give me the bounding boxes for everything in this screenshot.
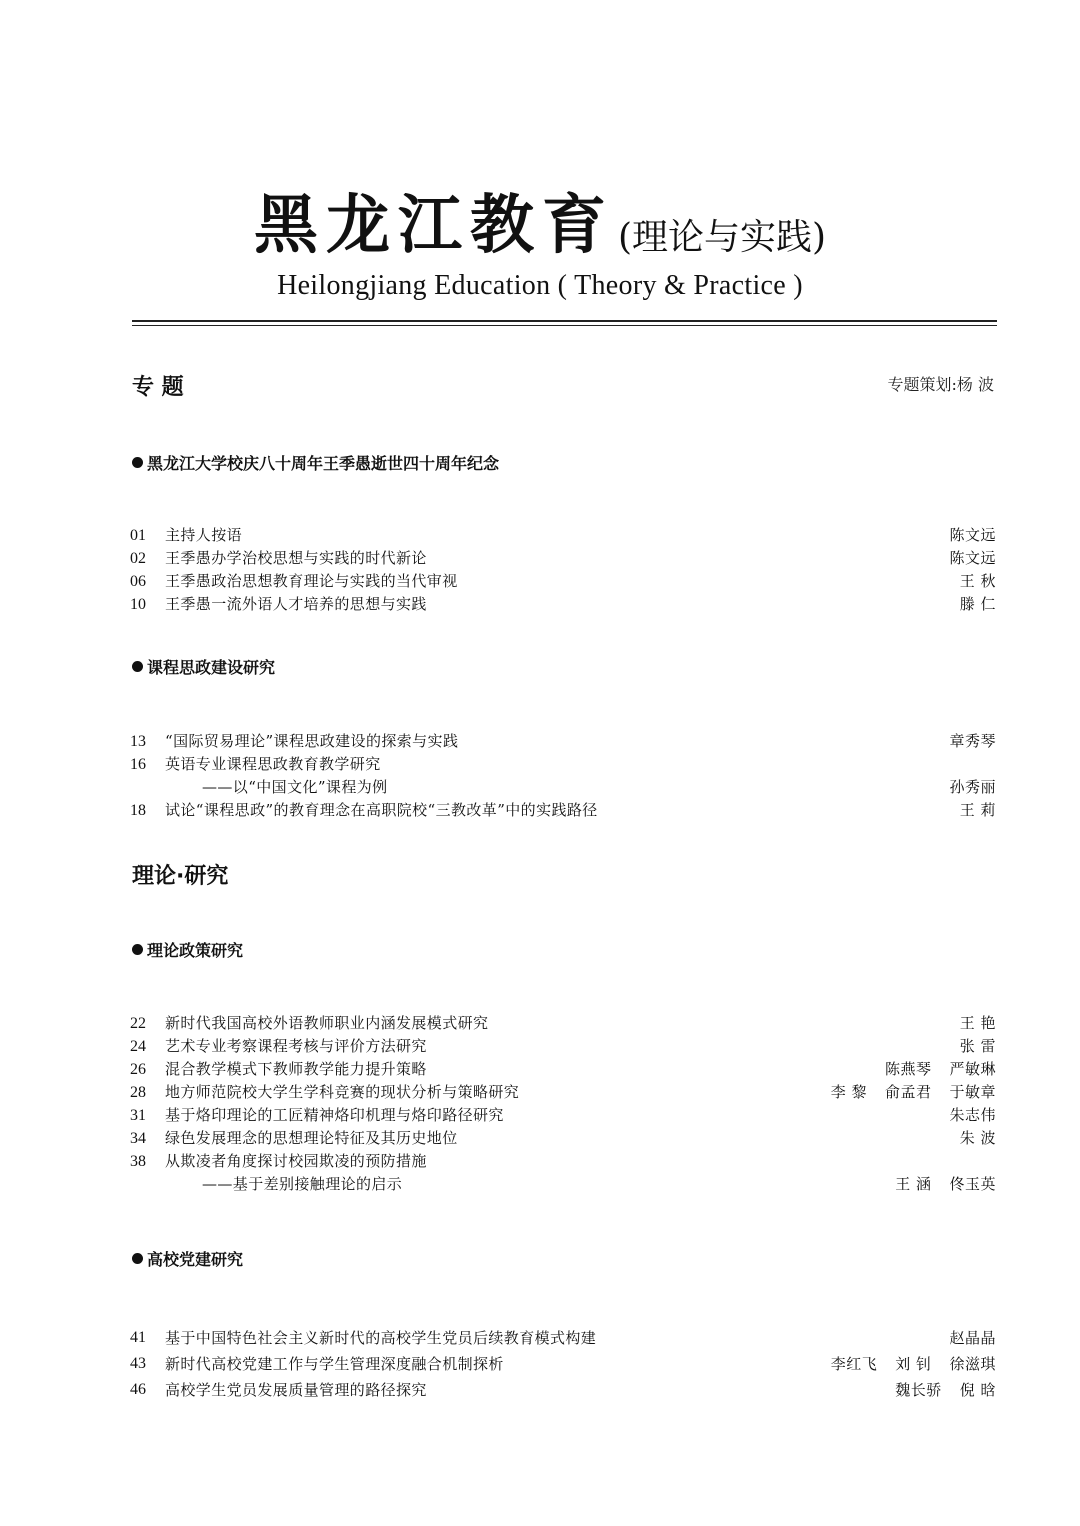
toc-page-number: 01	[130, 527, 146, 544]
toc-entry[interactable]	[130, 1173, 996, 1196]
toc-page-number: 13	[130, 733, 146, 750]
toc-page-number: 46	[130, 1381, 146, 1398]
author-name: 陈文远	[949, 526, 996, 544]
group-heading-label: 黑龙江大学校庆八十周年王季愚逝世四十周年纪念	[147, 454, 500, 473]
toc-entry-title: 试论“课程思政”的教育理念在高职院校“三教改革”中的实践路径	[165, 801, 598, 819]
toc-entry-authors	[813, 1351, 996, 1377]
toc-page-number: 34	[130, 1130, 146, 1147]
author-name: 刘 钊	[895, 1355, 932, 1373]
toc-entry-title: 英语专业课程思政教育教学研究	[165, 755, 381, 773]
toc-entry-title: “国际贸易理论”课程思政建设的探索与实践	[165, 732, 459, 750]
bullet-icon	[132, 1253, 143, 1264]
masthead-rule-thick	[132, 320, 997, 322]
toc-page-number: 41	[130, 1329, 146, 1346]
toc-page-number: 06	[130, 573, 146, 590]
toc-entry[interactable]	[130, 1012, 996, 1035]
toc-page-number: 26	[130, 1061, 146, 1078]
toc-entry[interactable]	[130, 593, 996, 616]
toc-page-number: 24	[130, 1038, 146, 1055]
toc-entry[interactable]	[130, 753, 996, 776]
masthead-chinese	[254, 186, 826, 266]
toc-page-number: 18	[130, 802, 146, 819]
author-name: 魏长骄	[895, 1381, 942, 1399]
toc-entry-title: 王季愚一流外语人才培养的思想与实践	[165, 595, 427, 613]
author-name: 陈文远	[949, 549, 996, 567]
masthead	[0, 186, 1080, 302]
toc-entry-authors	[942, 799, 996, 822]
bullet-icon	[132, 457, 143, 468]
toc-page-number: 22	[130, 1015, 146, 1032]
toc-entry-title: 王季愚政治思想教育理论与实践的当代审视	[165, 572, 458, 590]
author-name: 朱 波	[959, 1129, 996, 1147]
author-name: 陈燕琴	[884, 1060, 932, 1078]
author-name: 倪 晗	[959, 1381, 996, 1399]
toc-entry[interactable]	[130, 1081, 996, 1104]
toc-entry-title: 地方师范院校大学生学科竞赛的现状分析与策略研究	[165, 1083, 520, 1101]
toc-entry-title: 基于中国特色社会主义新时代的高校学生党员后续教育模式构建	[165, 1329, 597, 1347]
toc-entry[interactable]	[130, 1127, 996, 1150]
toc-entry[interactable]	[130, 1058, 996, 1081]
toc-entry[interactable]	[130, 1351, 996, 1377]
toc-page-number: 28	[130, 1084, 146, 1101]
toc-entry-title: 新时代高校党建工作与学生管理深度融合机制探析	[165, 1355, 504, 1373]
author-name: 张 雷	[959, 1037, 996, 1055]
group-heading	[132, 1247, 243, 1270]
toc-entry-authors	[931, 547, 996, 570]
author-name: 严敏琳	[949, 1060, 996, 1078]
author-name: 俞孟君	[884, 1083, 932, 1101]
toc-entry[interactable]	[130, 547, 996, 570]
bullet-icon	[132, 944, 143, 955]
toc-entry-authors	[942, 1035, 996, 1058]
toc-page-number: 43	[130, 1355, 146, 1372]
toc-entry-authors	[942, 570, 996, 593]
toc-entry-authors	[942, 1127, 996, 1150]
group-heading-label: 课程思政建设研究	[147, 658, 276, 677]
author-name: 李 黎	[830, 1083, 867, 1101]
toc-list	[130, 524, 996, 616]
toc-list	[130, 730, 996, 822]
toc-entry[interactable]	[130, 799, 996, 822]
toc-entry[interactable]	[130, 570, 996, 593]
toc-entry-authors	[931, 776, 996, 799]
toc-entry-authors	[867, 1058, 996, 1081]
author-name: 李红飞	[830, 1355, 878, 1373]
toc-entry[interactable]	[130, 1035, 996, 1058]
author-name: 王 涵	[895, 1175, 932, 1193]
group-heading-label: 高校党建研究	[147, 1250, 244, 1269]
toc-entry[interactable]	[130, 1325, 996, 1351]
toc-entry-authors	[813, 1081, 996, 1104]
toc-page-number: 16	[130, 756, 146, 773]
toc-entry-title: 绿色发展理念的思想理论特征及其历史地位	[165, 1129, 458, 1147]
toc-entry-subtitle: ——基于差别接触理论的启示	[202, 1175, 403, 1193]
toc-entry[interactable]	[130, 524, 996, 547]
toc-entry-title: 高校学生党员发展质量管理的路径探究	[165, 1381, 427, 1399]
author-name: 孙秀丽	[949, 778, 996, 796]
toc-entry-title: 艺术专业考察课程考核与评价方法研究	[165, 1037, 427, 1055]
toc-entry-authors	[877, 1173, 996, 1196]
journal-title-en: Heilongjiang Education ( Theory & Practice )	[277, 270, 803, 301]
planner-label: 专题策划:	[887, 375, 957, 394]
toc-list	[130, 1325, 996, 1403]
author-name: 王 秋	[959, 572, 996, 590]
group-heading-label: 理论政策研究	[147, 941, 244, 960]
author-name: 徐滋琪	[949, 1355, 996, 1373]
toc-entry-title: 从欺凌者角度探讨校园欺凌的预防措施	[165, 1152, 427, 1170]
toc-entry[interactable]	[130, 1150, 996, 1173]
author-name: 王 莉	[959, 801, 996, 819]
planner-name: 杨 波	[956, 375, 994, 394]
toc-entry-title: 新时代我国高校外语教师职业内涵发展模式研究	[165, 1014, 489, 1032]
toc-entry-authors	[931, 730, 996, 753]
toc-page-number: 38	[130, 1153, 146, 1170]
group-heading	[132, 655, 275, 678]
toc-entry-authors	[931, 524, 996, 547]
toc-entry-subtitle: ——以“中国文化”课程为例	[202, 778, 388, 796]
toc-entry-authors	[942, 593, 996, 616]
toc-entry-title: 混合教学模式下教师教学能力提升策略	[165, 1060, 427, 1078]
journal-subtitle-cn: (理论与实践)	[617, 217, 827, 258]
toc-entry[interactable]	[130, 730, 996, 753]
author-name: 于敏章	[949, 1083, 996, 1101]
toc-page-number: 31	[130, 1107, 146, 1124]
toc-entry-authors	[931, 1104, 996, 1127]
toc-page-number: 10	[130, 596, 146, 613]
bullet-icon	[132, 661, 143, 672]
journal-title-cn: 黑龙江教育	[253, 188, 614, 263]
toc-entry-title: 王季愚办学治校思想与实践的时代新论	[165, 549, 427, 567]
section-title-theory: 理论·研究	[132, 864, 229, 889]
toc-list	[130, 1012, 996, 1196]
section-title-special: 专 题	[132, 375, 184, 400]
author-name: 朱志伟	[949, 1106, 996, 1124]
toc-entry-authors	[931, 1325, 996, 1351]
toc-entry[interactable]	[130, 1377, 996, 1403]
toc-entry-title: 主持人按语	[165, 526, 243, 544]
toc-entry[interactable]	[130, 776, 996, 799]
toc-entry-authors	[942, 1012, 996, 1035]
special-planner	[888, 372, 995, 395]
author-name: 佟玉英	[949, 1175, 996, 1193]
author-name: 赵晶晶	[949, 1329, 996, 1347]
toc-entry[interactable]	[130, 1104, 996, 1127]
group-heading	[132, 451, 499, 474]
toc-page-number: 02	[130, 550, 146, 567]
toc-entry-title: 基于烙印理论的工匠精神烙印机理与烙印路径研究	[165, 1106, 504, 1124]
author-name: 章秀琴	[949, 732, 996, 750]
group-heading	[132, 938, 243, 961]
author-name: 王 艳	[959, 1014, 996, 1032]
author-name: 滕 仁	[959, 595, 996, 613]
toc-entry-authors	[877, 1377, 996, 1403]
masthead-rule-thin	[132, 325, 997, 326]
